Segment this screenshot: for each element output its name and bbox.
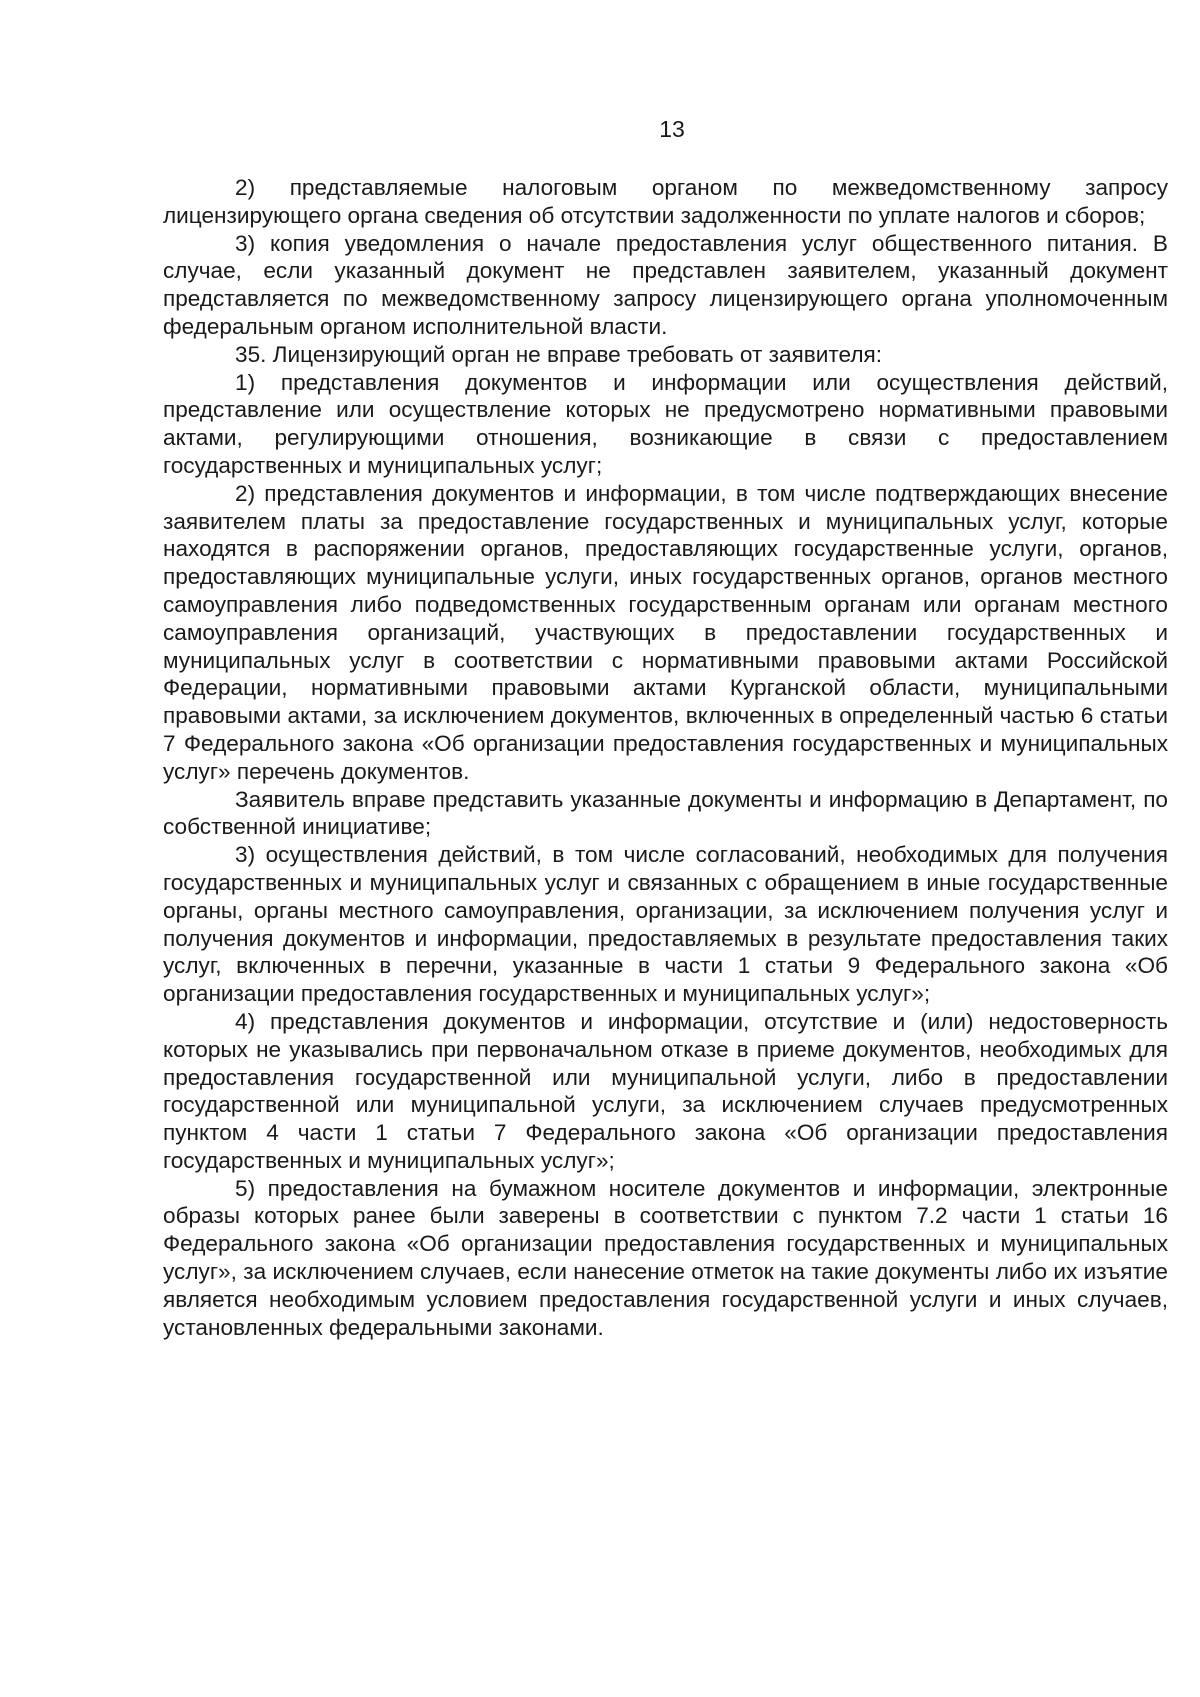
paragraph: Заявитель вправе представить указанные документы и информацию в Департамент, по собственной инициативе;: [163, 786, 1168, 840]
paragraph: 5) предоставления на бумажном носителе документов и информации, электронные образы которых ранее были заверены в соответствии с пунктом 7.2 части 1 статьи 16 Федерального закона «Об организации предоставления государственных и муниципальных услуг», за исключением случаев, если нанесение отметок на такие документы либо их изъятие является необходимым условием предоставления государственной услуги и иных случаев, установленных федеральными законами.: [163, 1175, 1168, 1340]
paragraph: 4) представления документов и информации, отсутствие и (или) недостоверность которых не указывались при первоначальном отказе в приеме документов, необходимых для предоставления государственной или муниципальной услуги, либо в предоставлении государственной или муниципальной услуги, за исключением случаев предусмотренных пунктом 4 части 1 статьи 7 Федерального закона «Об организации предоставления государственных и муниципальных услуг»;: [163, 1008, 1168, 1173]
paragraph: 1) представления документов и информации или осуществления действий, представление или осуществление которых не предусмотрено нормативными правовыми актами, регулирующими отношения, возникающие в связи с предоставлением государственных и муниципальных услуг;: [163, 369, 1168, 478]
paragraph: 35. Лицензирующий орган не вправе требовать от заявителя:: [235, 341, 883, 367]
page-number: 13: [659, 116, 685, 142]
paragraph: 2) представляемые налоговым органом по межведомственному запросу лицензирующего органа сведения об отсутствии задолженности по уплате налогов и сборов;: [163, 175, 1168, 228]
paragraph: 3) осуществления действий, в том числе согласований, необходимых для получения государственных и муниципальных услуг и связанных с обращением в иные государственные органы, органы местного самоуправления, организации, за исключением получения услуг и получения документов и информации, предоставляемых в результате предоставления таких услуг, включенных в перечни, указанные в части 1 статьи 9 Федерального закона «Об организации предоставления государственных и муниципальных услуг»;: [163, 842, 1168, 1007]
paragraph: 3) копия уведомления о начале предоставления услуг общественного питания. В случае, если указанный документ не представлен заявителем, указанный документ представляется по межведомственному запросу лицензирующего органа уполномоченным федеральным органом исполнительной власти.: [163, 230, 1168, 339]
paragraph: 2) представления документов и информации, в том числе подтверждающих внесение заявителем платы за предоставление государственных и муниципальных услуг, которые находятся в распоряжении органов, предоставляющих государственные услуги, органов, предоставляющих муниципальные услуги, иных государственных органов, органов местного самоуправления либо подведомственных государственным органам или органам местного самоуправления организаций, участвующих в предоставлении государственных и муниципальных услуг в соответствии с нормативными правовыми актами Российской Федерации, нормативными правовыми актами Курганской области, муниципальными правовыми актами, за исключением документов, включенных в определенный частью 6 статьи 7 Федерального закона «Об организации предоставления государственных и муниципальных услуг» перечень документов.: [163, 480, 1168, 784]
document-body: [163, 174, 1168, 1341]
